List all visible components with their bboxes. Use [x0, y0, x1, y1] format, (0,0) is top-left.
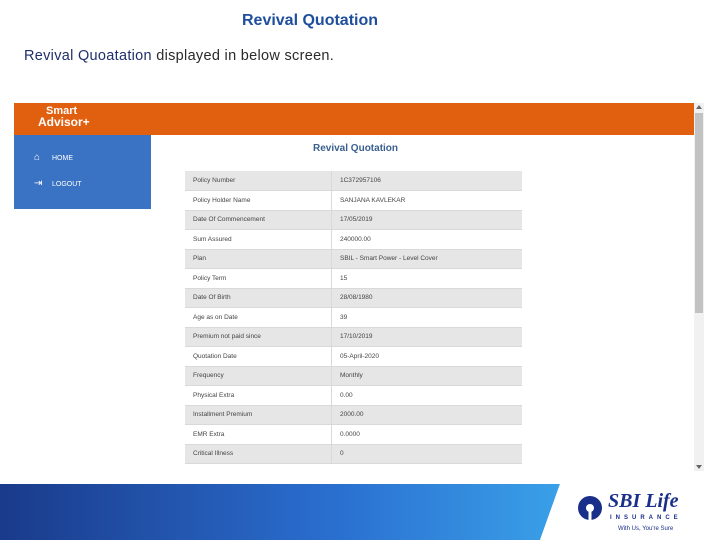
- slide-title: Revival Quotation: [241, 12, 379, 29]
- row-label: Date Of Commencement: [185, 210, 332, 230]
- brand-subtitle: INSURANCE: [610, 515, 682, 521]
- slide-caption: [24, 48, 334, 64]
- app-logo[interactable]: [38, 106, 90, 128]
- table-row: [185, 191, 522, 211]
- row-label: Frequency: [185, 366, 332, 386]
- row-label: Age as on Date: [185, 308, 332, 328]
- row-label: Policy Term: [185, 269, 332, 289]
- table-row: [185, 425, 522, 445]
- logout-icon: ⇥: [34, 178, 43, 189]
- brand-tagline: With Us, You're Sure: [618, 526, 674, 532]
- brand-name: SBI Life: [608, 490, 679, 512]
- table-row: [185, 288, 522, 308]
- row-value: 05-April-2020: [332, 347, 523, 367]
- row-value: 0.00: [332, 386, 523, 406]
- app-screenshot: [14, 103, 704, 471]
- row-label: Physical Extra: [185, 386, 332, 406]
- table-row: [185, 444, 522, 464]
- sidebar-item-home[interactable]: [34, 153, 73, 163]
- row-label: Plan: [185, 249, 332, 269]
- table-row: [185, 308, 522, 328]
- table-row: [185, 327, 522, 347]
- table-row: [185, 366, 522, 386]
- row-label: Critical Illness: [185, 444, 332, 464]
- scrollbar[interactable]: [694, 103, 704, 471]
- row-label: Installment Premium: [185, 405, 332, 425]
- home-icon: ⌂: [34, 152, 41, 163]
- row-value: 2000.00: [332, 405, 523, 425]
- scroll-thumb[interactable]: [695, 113, 703, 313]
- row-value: 0.0000: [332, 425, 523, 445]
- table-row: [185, 269, 522, 289]
- table-row: [185, 405, 522, 425]
- row-value: 17/10/2019: [332, 327, 523, 347]
- row-label: Premium not paid since: [185, 327, 332, 347]
- row-value: 240000.00: [332, 230, 523, 250]
- row-value: 0: [332, 444, 523, 464]
- table-row: [185, 210, 522, 230]
- row-value: SBIL - Smart Power - Level Cover: [332, 249, 523, 269]
- caption-keyword: Revival Quoatation: [24, 48, 152, 64]
- caption-rest: displayed in below screen.: [151, 48, 335, 64]
- sidebar-item-label: LOGOUT: [52, 180, 82, 188]
- scroll-down-arrow[interactable]: [696, 465, 702, 469]
- row-label: Sum Assured: [185, 230, 332, 250]
- row-label: EMR Extra: [185, 425, 332, 445]
- sidebar-item-label: HOME: [52, 154, 73, 162]
- quotation-table: [185, 171, 522, 464]
- sidebar: [14, 135, 151, 209]
- row-label: Policy Number: [185, 171, 332, 191]
- top-bar: [14, 103, 694, 135]
- table-row: [185, 249, 522, 269]
- row-value: 28/08/1980: [332, 288, 523, 308]
- row-value: 1C372957106: [332, 171, 523, 191]
- row-value: 17/05/2019: [332, 210, 523, 230]
- logo-line2: Advisor+: [38, 115, 90, 129]
- row-label: Quotation Date: [185, 347, 332, 367]
- row-value: 15: [332, 269, 523, 289]
- table-row: [185, 171, 522, 191]
- row-label: Policy Holder Name: [185, 191, 332, 211]
- scroll-up-arrow[interactable]: [696, 105, 702, 109]
- panel-title: Revival Quotation: [313, 143, 399, 154]
- row-label: Date Of Birth: [185, 288, 332, 308]
- row-value: SANJANA KAVLEKAR: [332, 191, 523, 211]
- row-value: Monthly: [332, 366, 523, 386]
- table-row: [185, 230, 522, 250]
- sbi-life-logo: [574, 490, 714, 536]
- logo-line1: Smart: [46, 105, 78, 117]
- row-value: 39: [332, 308, 523, 328]
- table-row: [185, 347, 522, 367]
- sbi-logo-mark-icon: [576, 494, 604, 522]
- sidebar-item-logout[interactable]: [34, 179, 82, 189]
- table-row: [185, 386, 522, 406]
